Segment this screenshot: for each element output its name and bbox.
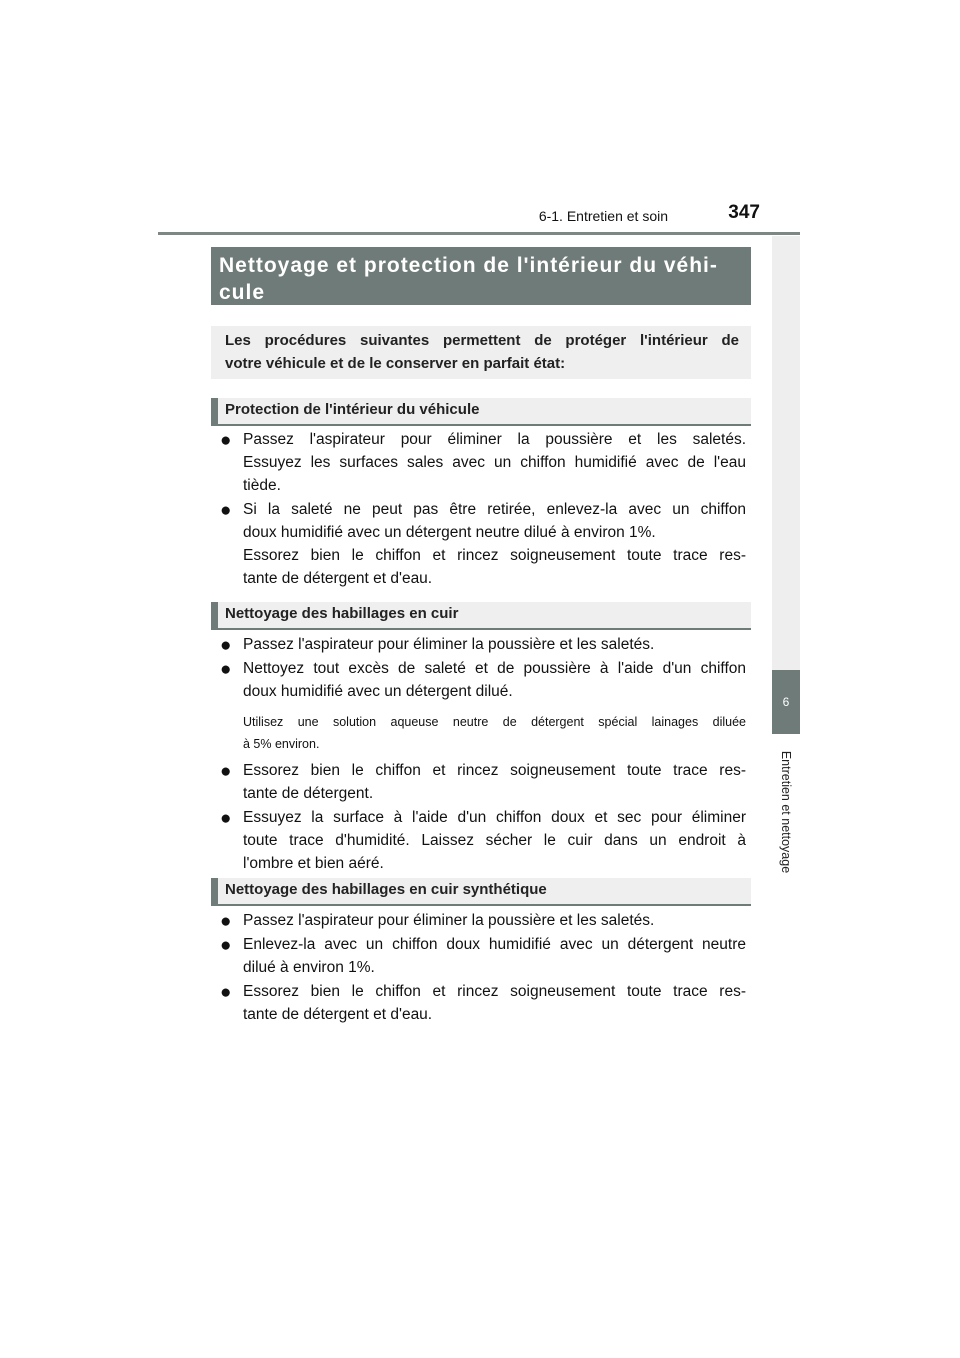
header-section-title: 6-1. Entretien et soin	[538, 208, 668, 224]
side-tab-background	[772, 236, 800, 670]
list-item	[220, 657, 746, 703]
bullet-icon: ●	[220, 911, 232, 932]
list-item-line: Si la saleté ne peut pas être retirée, enlevez-la avec un chiffon	[243, 501, 746, 518]
intro-line-2: votre véhicule et de le conserver en parfait état:	[225, 355, 566, 372]
section-heading-interior-protection: Protection de l'intérieur du véhicule	[211, 398, 751, 426]
list-item-line: Enlevez-la avec un chiffon doux humidifié avec un détergent neutre	[243, 936, 746, 953]
list-item-line: Essuyez les surfaces sales avec un chiffon humidifié avec de l'eau	[243, 454, 746, 471]
list-item-line: tante de détergent.	[243, 785, 374, 802]
list-item-line: Passez l'aspirateur pour éliminer la poussière et les saletés.	[243, 431, 746, 448]
side-tab-chapter-number: 6	[772, 670, 800, 734]
intro-line-1: Les procédures suivantes permettent de protéger l'intérieur de	[225, 332, 739, 349]
note	[220, 711, 746, 755]
list-item	[220, 806, 746, 875]
list-item-line: Nettoyez tout excès de saleté et de poussière à l'aide d'un chiffon	[243, 660, 746, 677]
list-item-line: Essorez bien le chiffon et rincez soigneusement toute trace res-	[243, 547, 746, 564]
note-line-1: Utilisez une solution aqueuse neutre de détergent spécial lainages diluée	[243, 715, 746, 729]
main-title-line-2: cule	[219, 281, 266, 304]
bullet-icon: ●	[220, 659, 232, 680]
bullet-icon: ●	[220, 761, 232, 782]
bullet-icon: ●	[220, 500, 232, 521]
list-item-line: Essorez bien le chiffon et rincez soigneusement toute trace res-	[243, 983, 746, 1000]
list-item-line: doux humidifié avec un détergent dilué.	[243, 683, 513, 700]
list-item	[220, 428, 746, 497]
list-item	[220, 759, 746, 805]
list-item-line: Passez l'aspirateur pour éliminer la poussière et les saletés.	[243, 636, 655, 653]
list-item-line: Essuyez la surface à l'aide d'un chiffon doux et sec pour éliminer	[243, 809, 746, 826]
list-item-line: doux humidifié avec un détergent neutre dilué à environ 1%.	[243, 524, 656, 541]
bullet-list-interior-protection	[220, 428, 746, 591]
bullet-icon: ●	[220, 808, 232, 829]
list-item	[220, 633, 746, 656]
section-heading-synthetic-leather: Nettoyage des habillages en cuir synthétique	[211, 878, 751, 906]
bullet-icon: ●	[220, 935, 232, 956]
list-item	[220, 980, 746, 1026]
list-item-line: tante de détergent et d'eau.	[243, 1006, 433, 1023]
side-tab-chapter-label: Entretien et nettoyage	[779, 750, 793, 874]
page-number: 347	[728, 202, 760, 223]
list-item-line: tante de détergent et d'eau.	[243, 570, 433, 587]
list-item-line: Essorez bien le chiffon et rincez soigneusement toute trace res-	[243, 762, 746, 779]
list-item-line: Passez l'aspirateur pour éliminer la poussière et les saletés.	[243, 912, 655, 929]
intro-box	[211, 326, 751, 379]
list-item	[220, 909, 746, 932]
header-rule	[158, 232, 800, 235]
list-item	[220, 498, 746, 590]
bullet-icon: ●	[220, 430, 232, 451]
note-line-2: à 5% environ.	[243, 737, 320, 751]
bullet-list-synthetic-leather	[220, 909, 746, 1027]
bullet-icon: ●	[220, 982, 232, 1003]
list-item	[220, 933, 746, 979]
list-item-line: dilué à environ 1%.	[243, 959, 375, 976]
bullet-icon: ●	[220, 635, 232, 656]
list-item-line: tiède.	[243, 477, 281, 494]
list-item-line: toute trace d'humidité. Laissez sécher le cuir dans un endroit à	[243, 832, 746, 849]
list-item-line: l'ombre et bien aéré.	[243, 855, 384, 872]
main-title-line-1: Nettoyage et protection de l'intérieur du véhi-	[219, 254, 718, 277]
main-title	[211, 247, 751, 305]
bullet-list-leather	[220, 633, 746, 876]
section-heading-leather: Nettoyage des habillages en cuir	[211, 602, 751, 630]
